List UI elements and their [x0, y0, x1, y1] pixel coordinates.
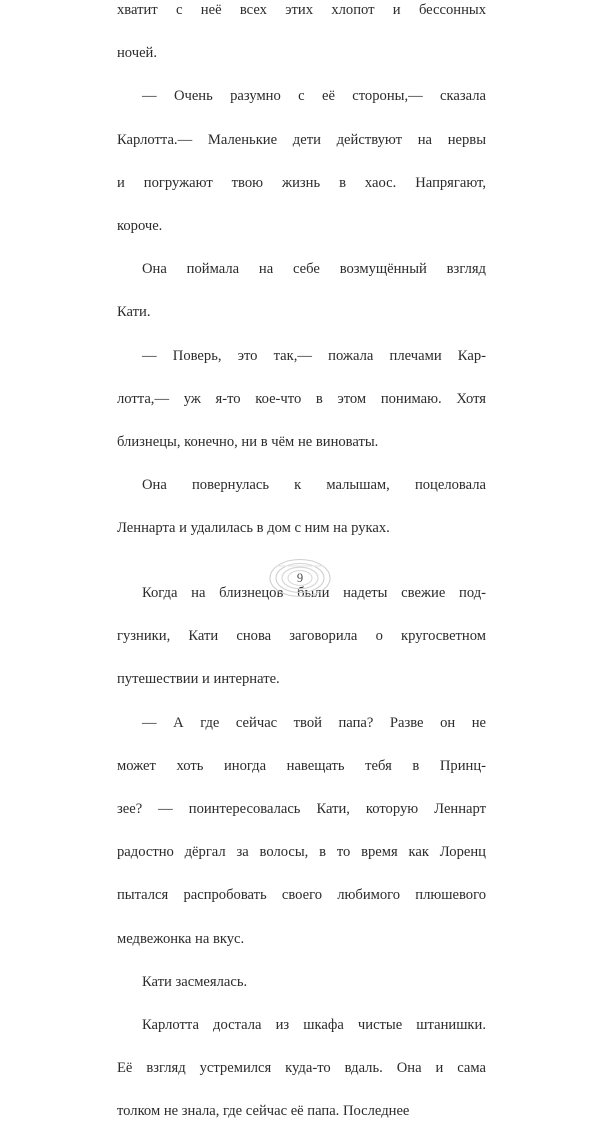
text-line: — Поверь, это так,— пожала плечами Кар-	[142, 347, 486, 364]
text-line: Когда на близнецов были надеты свежие под-	[142, 585, 486, 602]
paragraph	[117, 713, 486, 972]
text-line: и погружают твою жизнь в хаос. Напрягают,	[117, 174, 486, 191]
text-line: Леннарта и удалилась в дом с ним на руках.	[117, 520, 390, 537]
page-number: 9	[296, 570, 304, 585]
text-line: хватит с неё всех этих хлопот и бессонных	[117, 2, 486, 18]
paragraph	[117, 346, 486, 476]
text-line: ночей.	[117, 45, 158, 62]
folio	[0, 556, 600, 600]
paragraph	[117, 475, 486, 561]
paragraph	[117, 583, 486, 713]
text-line: может хоть иногда навещать тебя в Принц-	[117, 757, 486, 774]
paragraph	[117, 1015, 486, 1144]
text-line: зее? — поинтересовалась Кати, которую Леннарт	[117, 800, 486, 817]
text-line: Кати.	[117, 304, 151, 321]
paragraph	[117, 972, 486, 1015]
text-line: Она поймала на себе возмущённый взгляд	[142, 261, 486, 278]
text-line: Карлотта.— Маленькие дети действуют на нервы	[117, 131, 486, 148]
text-line: близнецы, конечно, ни в чём не виноваты.	[117, 433, 379, 450]
text-line: Карлотта достала из шкафа чистые штанишки.	[142, 1016, 486, 1033]
paragraph	[117, 86, 486, 259]
text-line: Она повернулась к малышам, поцеловала	[142, 477, 486, 494]
text-line: радостно дёргал за волосы, в то время как Лоренц	[117, 844, 486, 861]
text-line: — А где сейчас твой папа? Разве он не	[142, 714, 486, 731]
text-line: толком не знала, где сейчас её папа. Последнее	[117, 1103, 410, 1120]
text-line: медвежонка на вкус.	[117, 930, 245, 947]
paragraph	[117, 259, 486, 345]
text-line: короче.	[117, 217, 163, 234]
text-line: пытался распробовать своего любимого плюшевого	[117, 887, 486, 904]
text-line: — Очень разумно с её стороны,— сказала	[142, 88, 486, 105]
text-line: Её взгляд устремился куда-то вдаль. Она и сама	[117, 1060, 486, 1077]
oval-spiral-ornament-icon	[268, 558, 332, 598]
text-line: лотта,— уж я-то кое-что в этом понимаю. Хотя	[117, 390, 486, 407]
text-line: Кати засмеялась.	[142, 973, 248, 990]
paragraph	[117, 0, 486, 86]
text-line: путешествии и интернате.	[117, 671, 280, 688]
text-line: гузники, Кати снова заговорила о кругосветном	[117, 628, 486, 645]
